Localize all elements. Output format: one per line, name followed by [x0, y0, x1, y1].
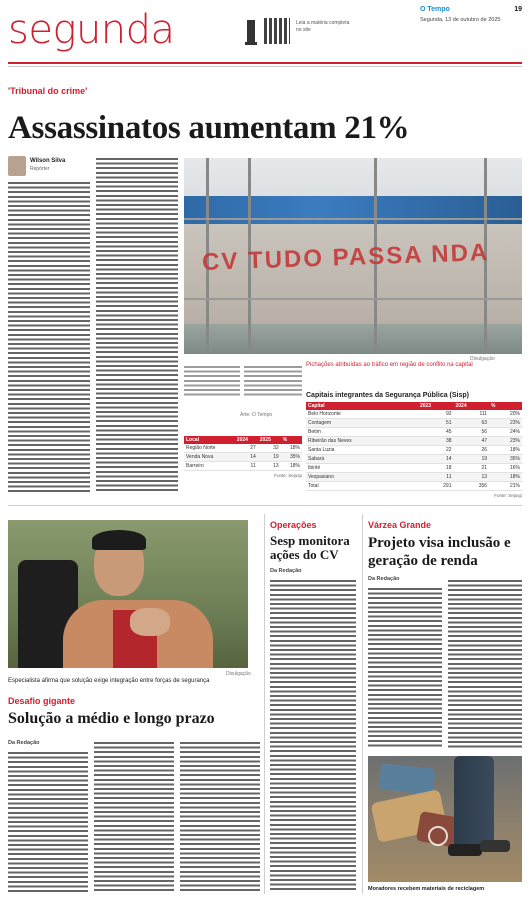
sisp-table-title: Capitais integrantes da Segurança Pública (Sisp) [306, 392, 469, 399]
operation-kicker: Operações [270, 520, 317, 530]
author-avatar [8, 156, 26, 176]
column-divider [362, 514, 363, 894]
col-header: % [489, 402, 522, 410]
col-header: 2023 [418, 402, 454, 410]
cell: 18% [489, 473, 522, 482]
table-row [306, 464, 522, 473]
rubble [379, 763, 435, 795]
lead-kicker: 'Tribunal do crime' [8, 86, 88, 96]
cell: 35% [489, 455, 522, 464]
cell: Betim [306, 428, 418, 437]
col-header: 2024 [235, 436, 258, 444]
project-photo-caption: Moradores recebem materiais de reciclagem [368, 886, 485, 892]
hair [92, 530, 146, 550]
mini-table [184, 436, 302, 478]
mini-table-header [184, 436, 302, 444]
sisp-table-source: Fonte: Sejusp [494, 493, 522, 498]
cell: 14 [418, 455, 454, 464]
shoe [480, 840, 510, 852]
cell: 13 [258, 462, 281, 471]
mini-credit: Arte: O Tempo [240, 412, 273, 418]
column-divider [264, 514, 265, 894]
cell: 11 [235, 462, 258, 471]
col-header: % [281, 436, 302, 444]
table-row [306, 410, 522, 419]
cell: 24% [489, 428, 522, 437]
cell: 47 [454, 437, 490, 446]
table-row [306, 455, 522, 464]
cell: Santa Luzia [306, 446, 418, 455]
lead-photo[interactable] [184, 158, 522, 354]
col-header: Capital [306, 402, 418, 410]
col-header: Local [184, 436, 235, 444]
interview-text-col-1 [8, 752, 88, 892]
cell: Vespasiano [306, 473, 418, 482]
masthead [0, 0, 530, 66]
section-title: segunda [8, 7, 175, 53]
lead-text-col-4 [244, 366, 302, 396]
project-kicker: Várzea Grande [368, 520, 432, 530]
cell: 291 [418, 482, 454, 491]
graffiti-text: CV TUDO PASSA NDA [201, 238, 490, 277]
interview-kicker: Desafio gigante [8, 696, 76, 706]
cell: 11 [418, 473, 454, 482]
cell: 92 [418, 410, 454, 419]
interview-headline[interactable]: Solução a médio e longo prazo [8, 710, 215, 727]
table-row [184, 453, 302, 462]
brand-logo: O Tempo [420, 6, 450, 13]
operation-text-col [270, 580, 356, 892]
lead-text-col-1 [8, 182, 90, 494]
cell: Total [306, 482, 418, 491]
cell: 356 [454, 482, 490, 491]
cell: Belo Horizonte [306, 410, 418, 419]
cell: 23% [489, 437, 522, 446]
sisp-table [306, 392, 522, 498]
edition-date: Segunda, 13 de outubro de 2025 [420, 17, 501, 23]
interview-text-col-2 [94, 742, 174, 892]
building-icon [244, 18, 258, 46]
cell: 35% [281, 453, 302, 462]
table-row [306, 419, 522, 428]
table-row [184, 462, 302, 471]
cell: 63 [454, 419, 490, 428]
cell: 19 [454, 455, 490, 464]
project-text-col-2 [448, 580, 522, 748]
cell: 45 [418, 428, 454, 437]
cell: 22 [418, 446, 454, 455]
header-rule [8, 62, 522, 64]
table-row [306, 482, 522, 491]
table-row [306, 428, 522, 437]
cell: 20% [489, 410, 522, 419]
cell: 19 [258, 453, 281, 462]
wall-floor [184, 324, 522, 354]
person-legs [454, 756, 494, 848]
sisp-table-body [306, 410, 522, 491]
scaffold-bar [184, 298, 522, 300]
lead-text-col-2 [96, 158, 178, 494]
cell: Venda Nova [184, 453, 235, 462]
author-name: Wilson Silva [30, 158, 66, 164]
cell: 111 [454, 410, 490, 419]
cell: Contagem [306, 419, 418, 428]
scaffold-bar [184, 218, 522, 220]
cell: 21 [454, 464, 490, 473]
operation-author: Da Redação [270, 568, 302, 574]
qr-caption: Leia a matéria completa no site [296, 20, 350, 33]
section-divider [8, 505, 522, 506]
interview-photo-credit: Divulgação [226, 671, 251, 677]
project-author: Da Redação [368, 576, 400, 582]
mini-table-source: Fonte: Sejusp [274, 473, 302, 478]
cell: 18% [281, 462, 302, 471]
cell: 18 [418, 464, 454, 473]
cell: 27 [235, 444, 258, 453]
cell: 32 [258, 444, 281, 453]
lead-headline[interactable]: Assassinatos aumentam 21% [8, 110, 410, 146]
cell: 23% [489, 419, 522, 428]
interview-photo-caption: Especialista afirma que solução exige integração entre forças de segurança [8, 678, 210, 684]
lead-photo-credit: Divulgação [470, 356, 495, 362]
project-headline[interactable]: Projeto visa inclusão e geração de renda [368, 535, 511, 569]
cell: 51 [418, 419, 454, 428]
hands [130, 608, 170, 636]
interview-photo[interactable] [8, 520, 248, 668]
cell: 38 [418, 437, 454, 446]
cell: 16% [489, 464, 522, 473]
cell: 18% [281, 444, 302, 453]
header-rule-thin [8, 66, 522, 67]
col-header: 2025 [258, 436, 281, 444]
cell: 18% [489, 446, 522, 455]
mini-table-grid [184, 436, 302, 471]
cell: Ribeirão das Neves [306, 437, 418, 446]
table-row [306, 473, 522, 482]
cell: 26 [454, 446, 490, 455]
author-role: Repórter [30, 166, 50, 172]
sisp-table-grid [306, 402, 522, 491]
project-photo[interactable] [368, 756, 522, 882]
interview-text-col-3 [180, 742, 260, 892]
cell: 13 [454, 473, 490, 482]
interview-author: Da Redação [8, 740, 40, 746]
sisp-table-header [306, 402, 522, 410]
lead-byline [8, 156, 92, 178]
lead-photo-caption: Pichações atribuídas ao tráfico em região de conflito na capital [306, 362, 473, 368]
cell: Região Norte [184, 444, 235, 453]
table-row [306, 437, 522, 446]
table-row [184, 444, 302, 453]
project-text-col-1 [368, 588, 442, 748]
operation-headline[interactable]: Sesp monitora ações do CV [270, 533, 350, 562]
watermark-icon [428, 826, 448, 846]
qr-code[interactable] [264, 18, 290, 44]
cell: 56 [454, 428, 490, 437]
cell: Barreiro [184, 462, 235, 471]
table-row [306, 446, 522, 455]
cell: 21% [489, 482, 522, 491]
lead-text-col-3 [184, 366, 240, 396]
shoe [448, 844, 482, 856]
page-number: 19 [514, 6, 522, 13]
col-header: 2024 [454, 402, 490, 410]
cell: Ibirité [306, 464, 418, 473]
cell: Sabará [306, 455, 418, 464]
cell: 14 [235, 453, 258, 462]
